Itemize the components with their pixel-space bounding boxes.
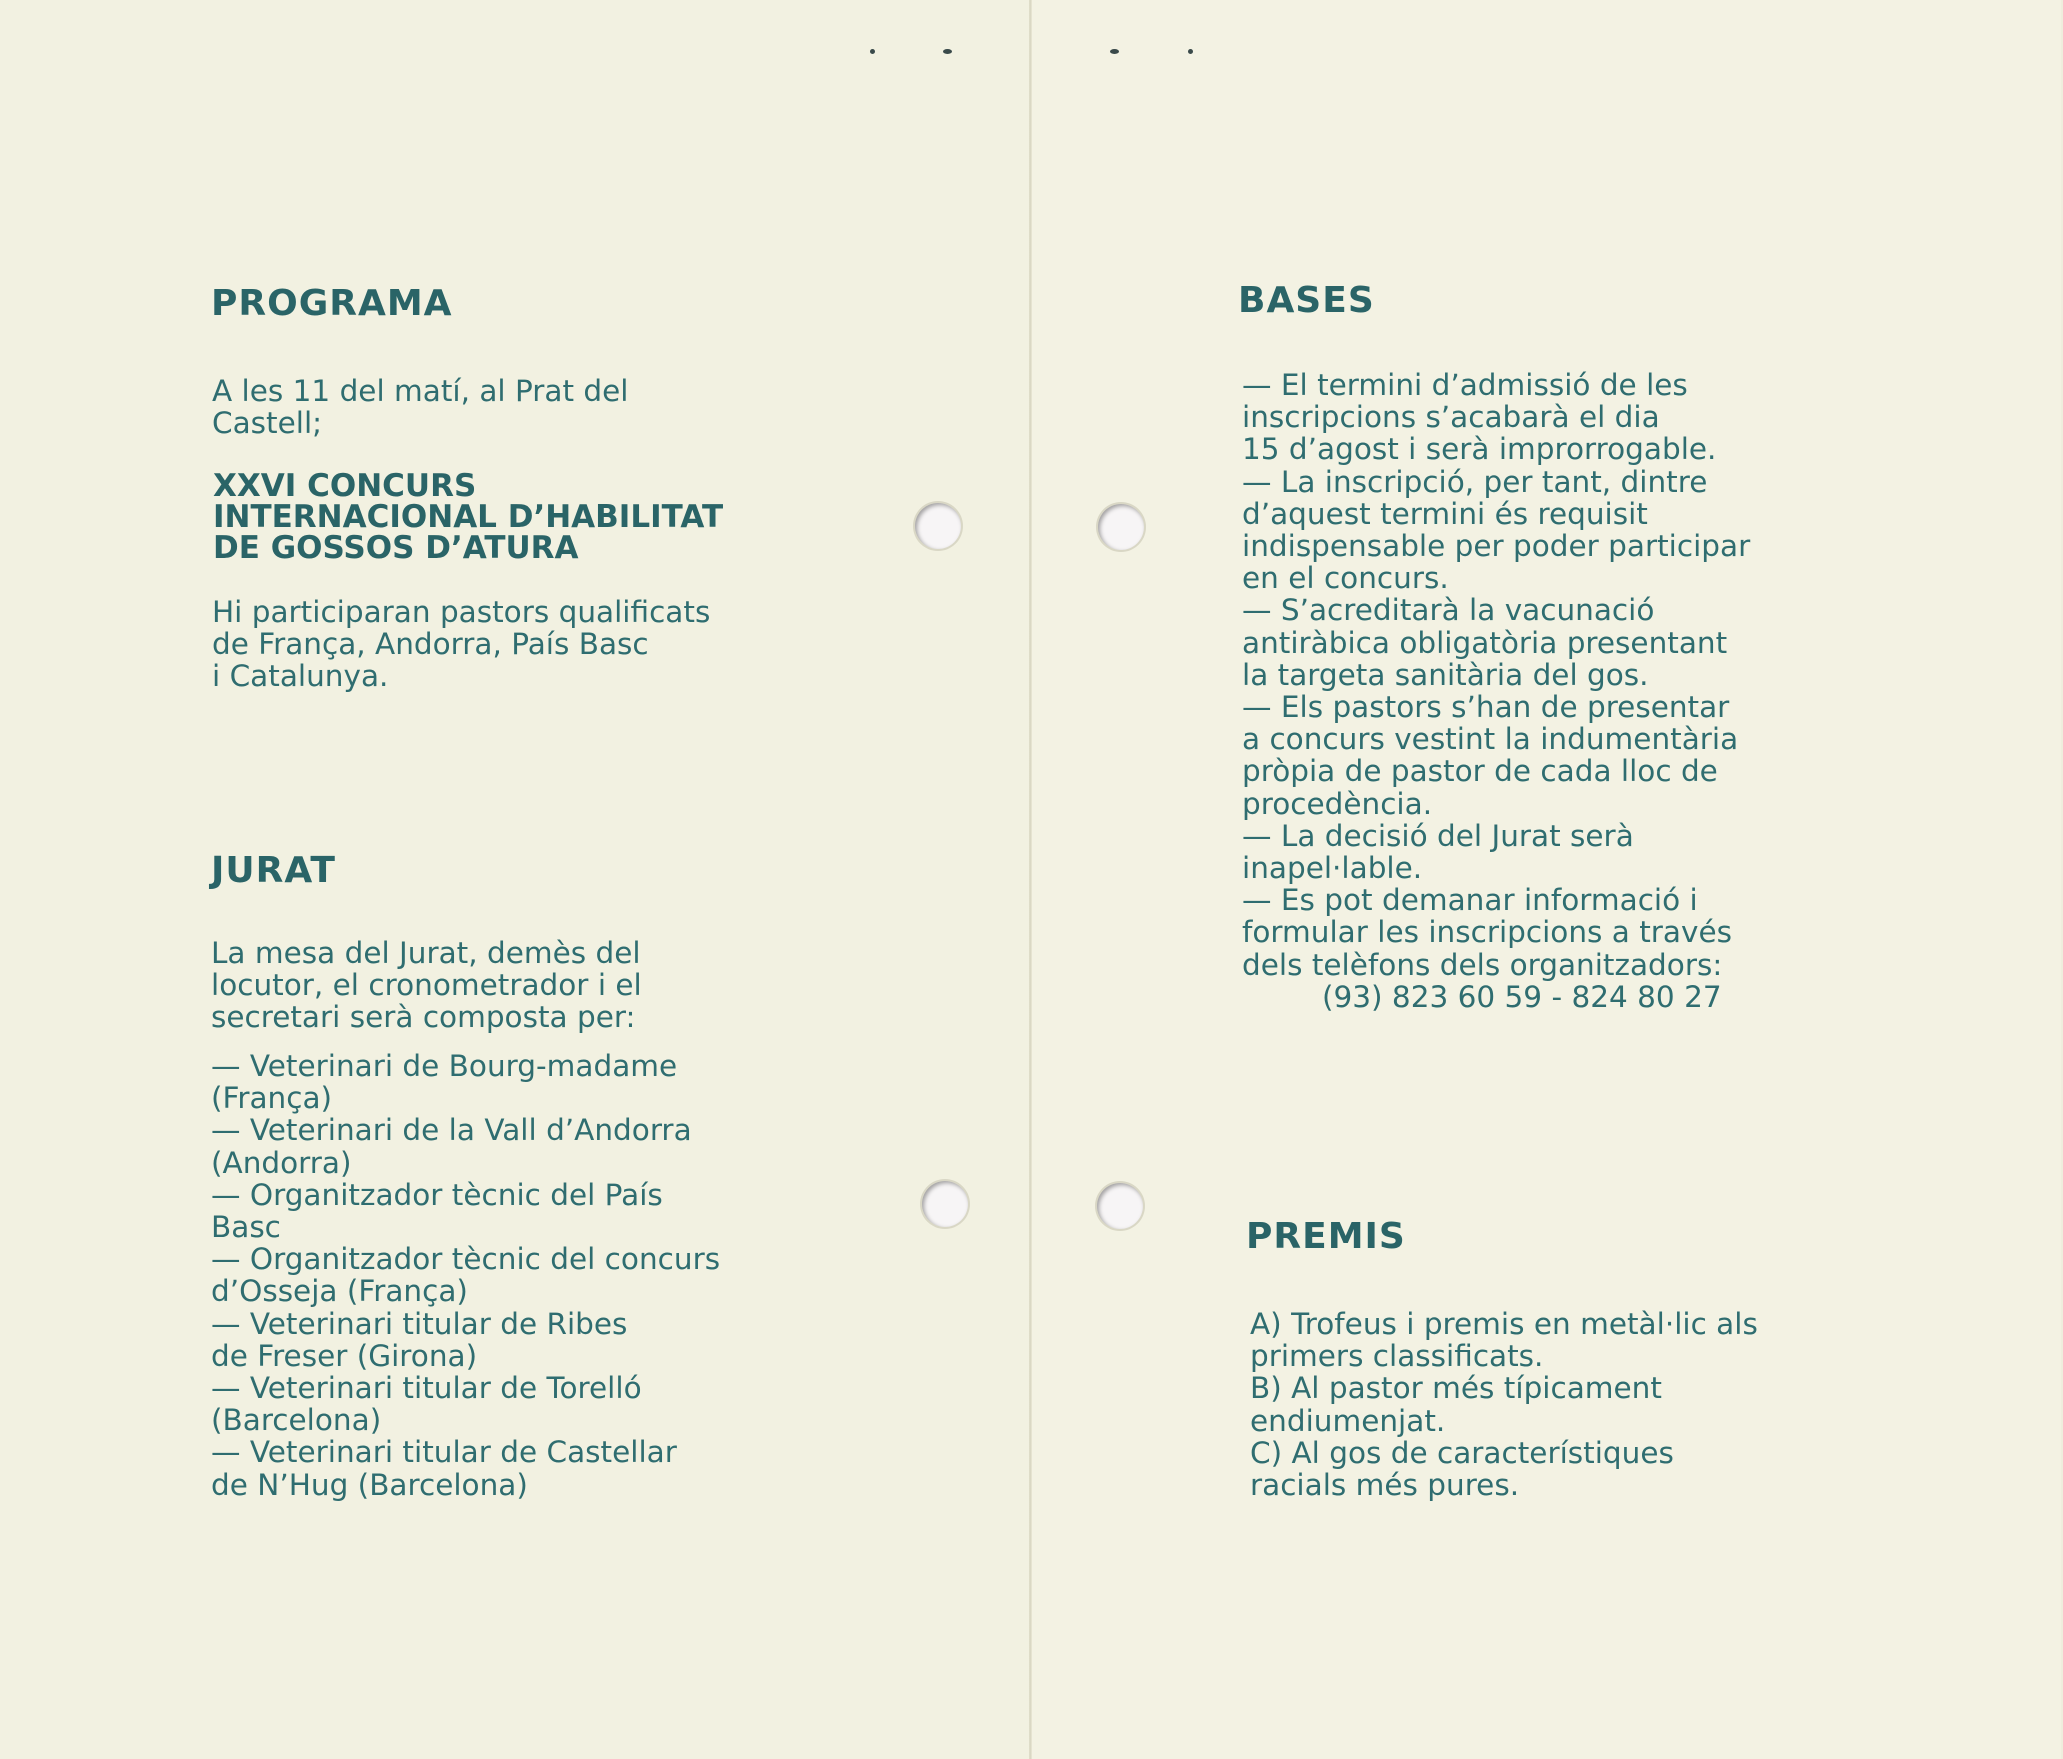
bases-list	[1242, 369, 1750, 1013]
text-line: de França, Andorra, País Basc	[212, 627, 649, 662]
list-item: — Veterinari de la Vall d’Andorra	[211, 1113, 692, 1148]
text-line: La mesa del Jurat, demès del	[211, 936, 641, 970]
text-line: pròpia de pastor de cada lloc de	[1242, 754, 1718, 789]
list-item: de Freser (Girona)	[211, 1338, 478, 1373]
text-line: inapel·lable.	[1242, 851, 1423, 886]
programa-description	[212, 596, 710, 693]
title-line: XXVI CONCURS	[213, 468, 477, 504]
text-line: — Els pastors s’han de presentar	[1242, 690, 1730, 725]
text-line: procedència.	[1242, 786, 1433, 821]
list-item: — Veterinari titular de Ribes	[211, 1306, 628, 1341]
staple-mark	[1110, 49, 1119, 54]
text-line: A les 11 del matí, al Prat del	[212, 374, 629, 408]
text-line: — La inscripció, per tant, dintre	[1242, 464, 1708, 499]
text-line: i Catalunya.	[212, 659, 389, 694]
text-line: C) Al gos de característiques	[1250, 1435, 1674, 1470]
text-line: Hi participaran pastors qualificats	[212, 595, 711, 629]
punch-hole	[915, 503, 961, 549]
text-line: d’aquest termini és requisit	[1242, 496, 1648, 531]
title-line: INTERNACIONAL D’HABILITAT	[213, 499, 724, 535]
text-line: a concurs vestint la indumentària	[1242, 722, 1739, 757]
text-line: dels telèfons dels organitzadors:	[1242, 947, 1723, 982]
list-item: — Organitzador tècnic del País	[211, 1177, 663, 1212]
text-line: — Es pot demanar informació i	[1242, 883, 1698, 918]
premis-heading: PREMIS	[1246, 1216, 1406, 1257]
staple-mark	[943, 49, 952, 54]
text-line: racials més pures.	[1250, 1468, 1520, 1503]
programa-heading: PROGRAMA	[211, 283, 453, 324]
premis-list	[1250, 1308, 1758, 1501]
title-line: DE GOSSOS D’ATURA	[213, 530, 579, 566]
programa-intro	[212, 375, 629, 439]
list-item: d’Osseja (França)	[211, 1274, 468, 1309]
text-line: primers classificats.	[1250, 1339, 1544, 1374]
punch-hole	[1098, 504, 1144, 550]
jurat-intro	[211, 937, 642, 1034]
text-line: indispensable per poder participar	[1242, 529, 1751, 564]
jurat-heading: JURAT	[211, 850, 336, 891]
phone-numbers: (93) 823 60 59 - 824 80 27	[1322, 979, 1722, 1014]
concurs-title	[213, 468, 724, 566]
text-line: — S’acreditarà la vacunació	[1242, 593, 1655, 628]
text-line: — El termini d’admissió de les	[1242, 368, 1688, 402]
text-line: Castell;	[212, 406, 323, 441]
text-line: en el concurs.	[1242, 561, 1449, 596]
text-line: la targeta sanitària del gos.	[1242, 657, 1649, 692]
text-line: endiumenjat.	[1250, 1403, 1446, 1438]
list-item: (França)	[211, 1081, 333, 1116]
list-item: — Veterinari titular de Castellar	[211, 1435, 677, 1470]
list-item: de N’Hug (Barcelona)	[211, 1467, 528, 1502]
list-item: (Barcelona)	[211, 1403, 382, 1438]
punch-hole	[922, 1181, 968, 1227]
text-line: B) Al pastor més típicament	[1250, 1371, 1662, 1406]
list-item: — Veterinari de Bourg-madame	[211, 1049, 678, 1083]
center-fold	[1029, 0, 1032, 1759]
text-line: antiràbica obligatòria presentant	[1242, 625, 1728, 660]
staple-mark	[870, 49, 875, 54]
staple-mark	[1188, 49, 1193, 54]
list-item: (Andorra)	[211, 1145, 352, 1180]
list-item: — Veterinari titular de Torelló	[211, 1371, 642, 1406]
text-line: formular les inscripcions a través	[1242, 915, 1732, 950]
jurat-members-list	[211, 1050, 720, 1501]
text-line: 15 d’agost i serà improrrogable.	[1242, 432, 1717, 467]
text-line: locutor, el cronometrador i el	[211, 968, 642, 1003]
text-line: secretari serà composta per:	[211, 1000, 636, 1035]
text-line: A) Trofeus i premis en metàl·lic als	[1250, 1307, 1758, 1341]
list-item: — Organitzador tècnic del concurs	[211, 1242, 721, 1277]
list-item: Basc	[211, 1210, 281, 1245]
text-line: — La decisió del Jurat serà	[1242, 818, 1634, 853]
bases-heading: BASES	[1238, 280, 1375, 321]
text-line: inscripcions s’acabarà el dia	[1242, 400, 1660, 435]
punch-hole	[1097, 1183, 1143, 1229]
